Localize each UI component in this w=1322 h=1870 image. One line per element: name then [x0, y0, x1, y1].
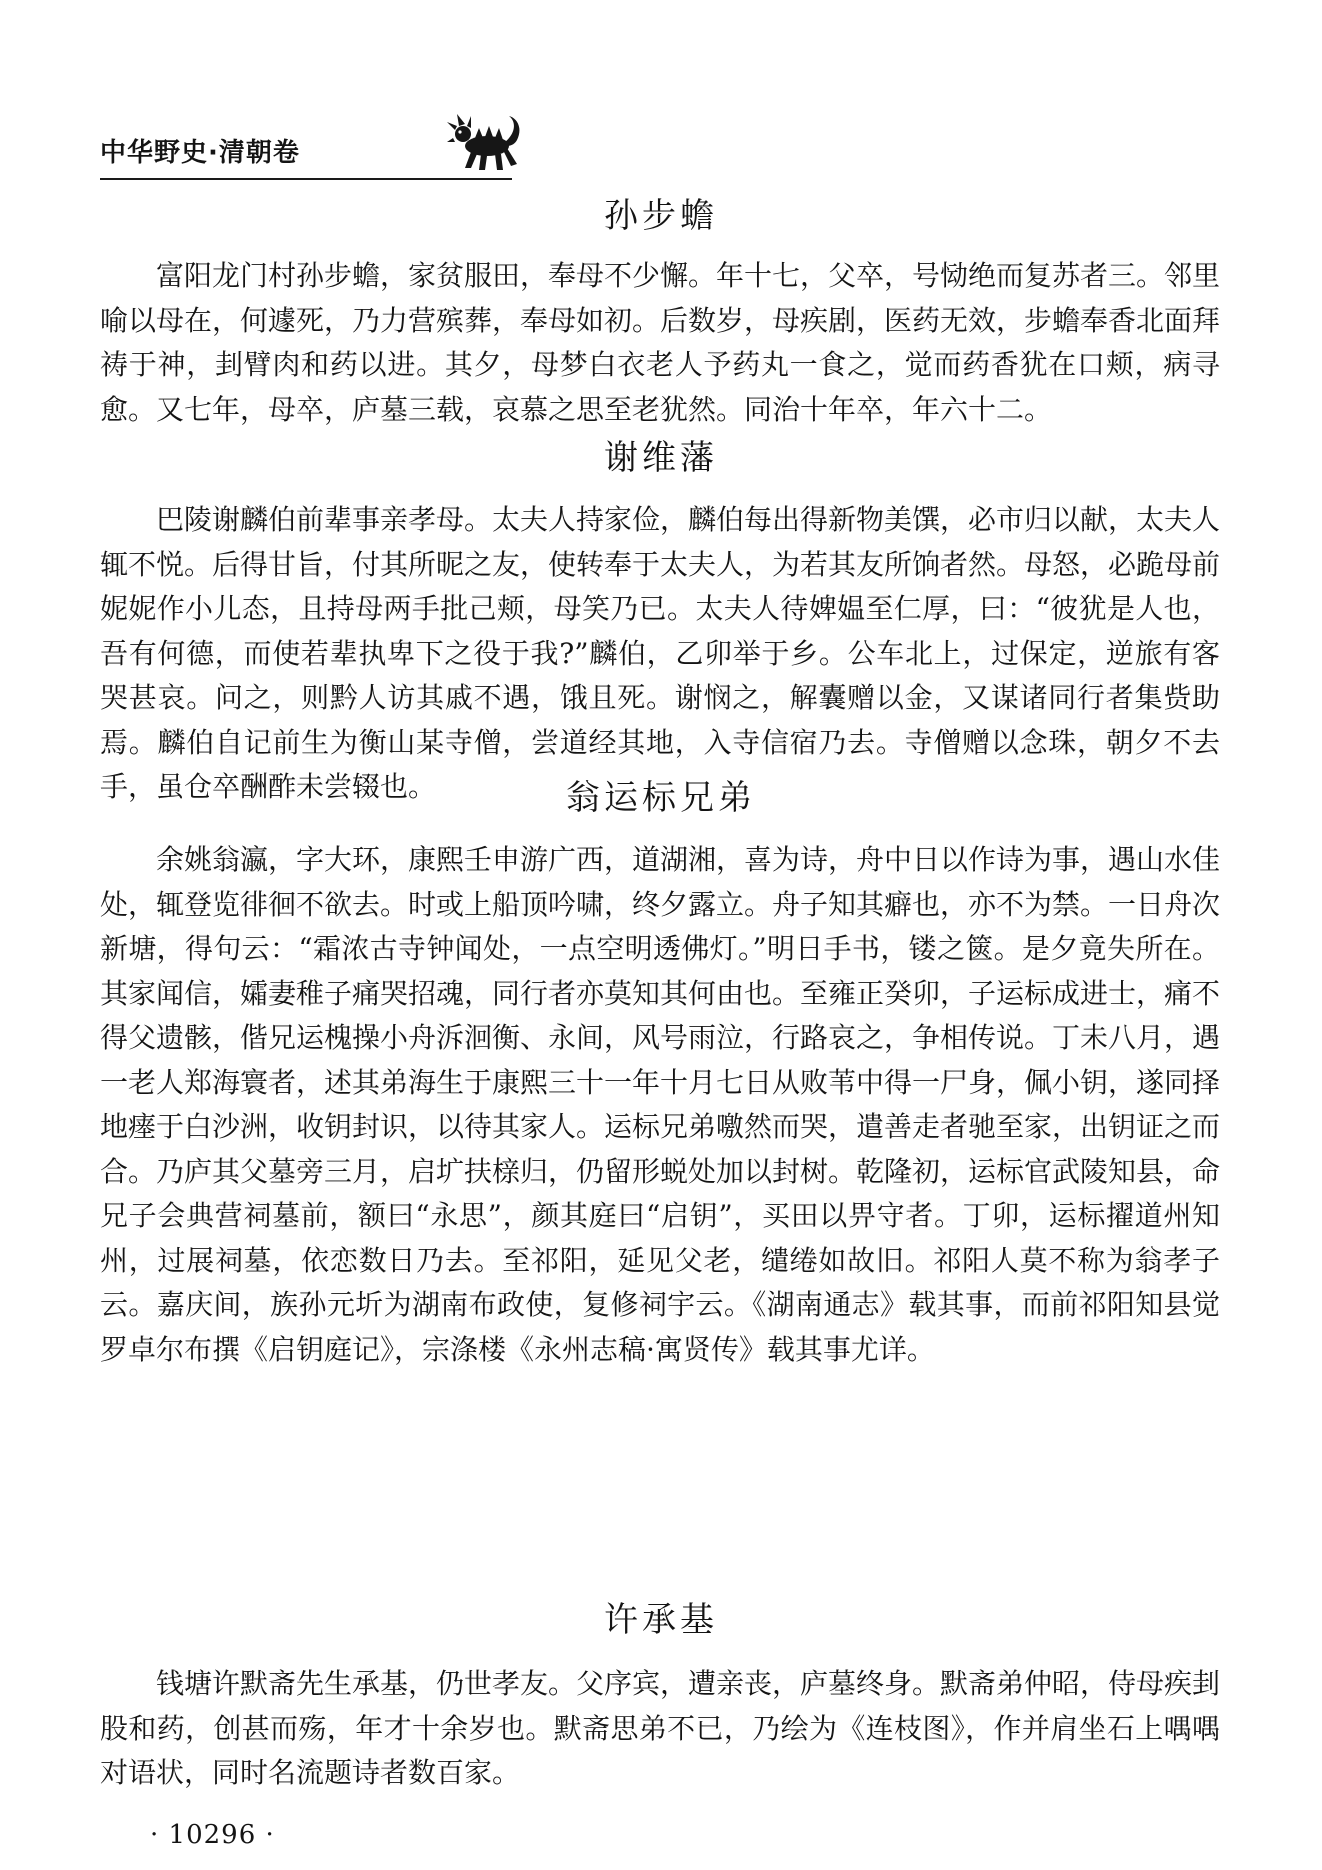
mythical-beast-emblem-icon: [445, 108, 527, 174]
section-paragraph: 余姚翁瀛，字大环，康熙壬申游广西，道湖湘，喜为诗，舟中日以作诗为事，遇山水佳处，辄登览徘徊不欲去。时或上船顶吟啸，终夕露立。舟子知其癖也，亦不为禁。一日舟次新塘，得句云：“霜浓古寺钟闻处，一点空明透佛灯。”明日手书，镂之篋。是夕竟失所在。其家闻信，孀妻稚子痛哭招魂，同行者亦莫知其何由也。至雍正癸卯，子运标成进士，痛不得父遗骸，偕兄运槐操小舟泝洄衡、永间，风号雨泣，行路哀之，争相传说。丁未八月，遇一老人郑海寰者，述其弟海生于康熙三十一年十月七日从败苇中得一尸身，佩小钥，遂同择地瘗于白沙洲，收钥封识，以待其家人。运标兄弟噭然而哭，遣善走者驰至家，出钥证之而合。乃庐其父墓旁三月，启圹扶榇归，仍留形蜕处加以封树。乾隆初，运标官武陵知县，命兄子会典营祠墓前，额曰“永思”，颜其庭曰“启钥”，买田以畀守者。丁卯，运标擢道州知州，过展祠墓，依恋数日乃去。至祁阳，延见父老，缱绻如故旧。祁阳人莫不称为翁孝子云。嘉庆间，族孙元圻为湖南布政使，复修祠宇云。《湖南通志》载其事，而前祁阳知县觉罗卓尔布撰《启钥庭记》，宗涤楼《永州志稿·寓贤传》载其事尤详。: [100, 843, 1221, 1366]
section-paragraph: 钱塘许默斋先生承基，仍世孝友。父序宾，遭亲丧，庐墓终身。默斋弟仲昭，侍母疾刲股和药，创甚而殇，年才十余岁也。默斋思弟不已，乃绘为《连枝图》，作并肩坐石上喁喁对语状，同时名流题诗者数百家。: [100, 1667, 1221, 1789]
page-number: · 10296 ·: [150, 1820, 275, 1850]
running-header: [100, 108, 520, 184]
section-title: 许承基: [604, 1600, 718, 1640]
section-paragraph: 巴陵谢麟伯前辈事亲孝母。太夫人持家俭，麟伯每出得新物美馔，必市归以献，太夫人辄不悦。后得甘旨，付其所昵之友，使转奉于太夫人，为若其友所饷者然。母怒，必跪母前妮妮作小儿态，且持母两手批己颊，母笑乃已。太夫人待婢媪至仁厚，曰：“彼犹是人也，吾有何德，而使若辈执卑下之役于我?”麟伯，乙卯举于乡。公车北上，过保定，逆旅有客哭甚哀。问之，则黔人访其戚不遇，饿且死。谢悯之，解囊赠以金，又谋诸同行者集赀助焉。麟伯自记前生为衡山某寺僧，尝道经其地，入寺信宿乃去。寺僧赠以念珠，朝夕不去手，虽仓卒酬酢未尝辍也。: [100, 503, 1221, 803]
section-paragraph: 富阳龙门村孙步蟾，家贫服田，奉母不少懈。年十七，父卒，号恸绝而复苏者三。邻里喻以母在，何遽死，乃力营殡葬，奉母如初。后数岁，母疾剧，医药无效，步蟾奉香北面拜祷于神，刲臂肉和药以进。其夕，母梦白衣老人予药丸一食之，觉而药香犹在口颊，病寻愈。又七年，母卒，庐墓三载，哀慕之思至老犹然。同治十年卒，年六十二。: [100, 259, 1221, 426]
header-rule: [100, 178, 512, 180]
section-title: 翁运标兄弟: [566, 778, 756, 818]
section-title: 孙步蟾: [604, 196, 718, 236]
section-title: 谢维藩: [604, 438, 718, 478]
book-series-title: 中华野史·清朝卷: [100, 138, 300, 168]
